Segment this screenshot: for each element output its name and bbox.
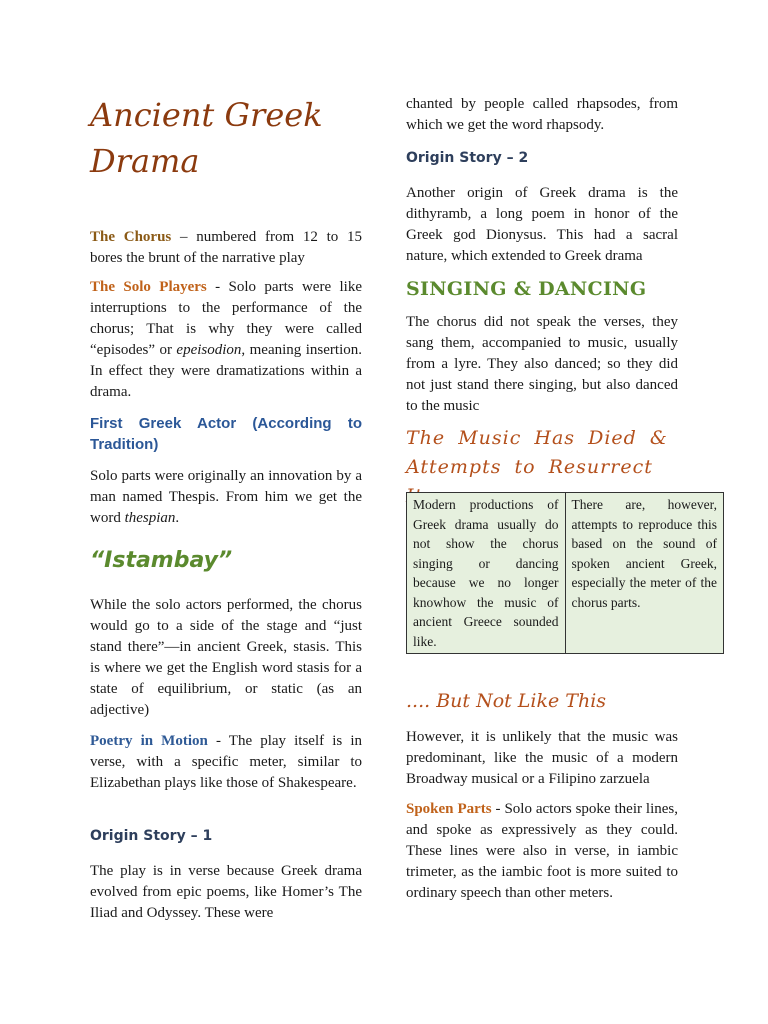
poetry-paragraph: Poetry in Motion - The play itself is in verse, with a specific meter, similar to Elizabethan plays like those of Shakespeare. — [90, 733, 362, 791]
table-row — [407, 493, 724, 654]
table-cell-modern-productions: Modern productions of Greek drama usually do not show the chorus singing or dancing because we no longer knowhow the music of ancient Greece sounded like. — [407, 493, 566, 654]
istambay-paragraph: While the solo actors performed, the chorus would go to a side of the stage and “just stand there”—in ancient Greek, stasis. This is where we get the English word stasis for a state of equilibrium, or static (as an adjective) — [90, 597, 362, 718]
but-not-like-this-heading: .... But Not Like This — [406, 690, 607, 712]
rhapsodes-paragraph: chanted by people called rhapsodes, from which we get the word rhapsody. — [406, 96, 678, 133]
solo-players-lead: The Solo Players — [90, 279, 207, 295]
singing-dancing-heading: SINGING & DANCING — [406, 278, 647, 300]
first-actor-heading: First Greek Actor (According to Tradition) — [90, 415, 362, 453]
spoken-parts-lead: Spoken Parts — [406, 801, 492, 817]
music-died-heading: The Music Has Died & Attempts to Resurrect — [406, 427, 668, 478]
singing-paragraph: The chorus did not speak the verses, they sang them, accompanied to music, usually from a lyre. They also danced; so they did not just stand there singing, but also danced to the music — [406, 314, 678, 414]
chorus-lead: The Chorus — [90, 229, 172, 245]
thespis-paragraph: Solo parts were originally an innovation by a man named Thespis. From him we get the word thespian. — [90, 468, 362, 526]
but-not-paragraph: However, it is unlikely that the music was predominant, like the music of a modern Broadway musical or a Filipino zarzuela — [406, 729, 678, 787]
spoken-parts-paragraph: Spoken Parts - Solo actors spoke their lines, and spoke as expressively as they could. These lines were also in verse, in iambic trimeter, as the iambic foot is more suited to ordinary speech than other meters. — [406, 801, 678, 901]
origin-2-paragraph: Another origin of Greek drama is the dithyramb, a long poem in honor of the Greek god Dionysus. This had a sacral nature, which extended to Greek drama — [406, 185, 678, 264]
solo-players-paragraph: The Solo Players - Solo parts were like interruptions to the performance of the chorus; That is why they were called “episodes” or epeisodion, meaning insertion. In effect they were dramatizations within a drama. — [90, 279, 362, 400]
table-cell-attempts: There are, however, attempts to reproduce this based on the sound of spoken ancient Greek, especially the meter of the chorus parts. — [565, 493, 724, 654]
origin-1-heading: Origin Story – 1 — [90, 828, 213, 844]
page-title: Ancient Greek Drama — [90, 96, 323, 180]
origin-1-paragraph: The play is in verse because Greek drama evolved from epic poems, like Homer’s The Iliad and Odyssey. These were — [90, 863, 362, 921]
music-table — [406, 492, 724, 654]
origin-2-heading: Origin Story – 2 — [406, 150, 529, 166]
istambay-heading: “Istambay” — [90, 548, 233, 573]
chorus-paragraph: The Chorus – numbered from 12 to 15 bores the brunt of the narrative play — [90, 229, 362, 266]
poetry-lead: Poetry in Motion — [90, 733, 208, 749]
